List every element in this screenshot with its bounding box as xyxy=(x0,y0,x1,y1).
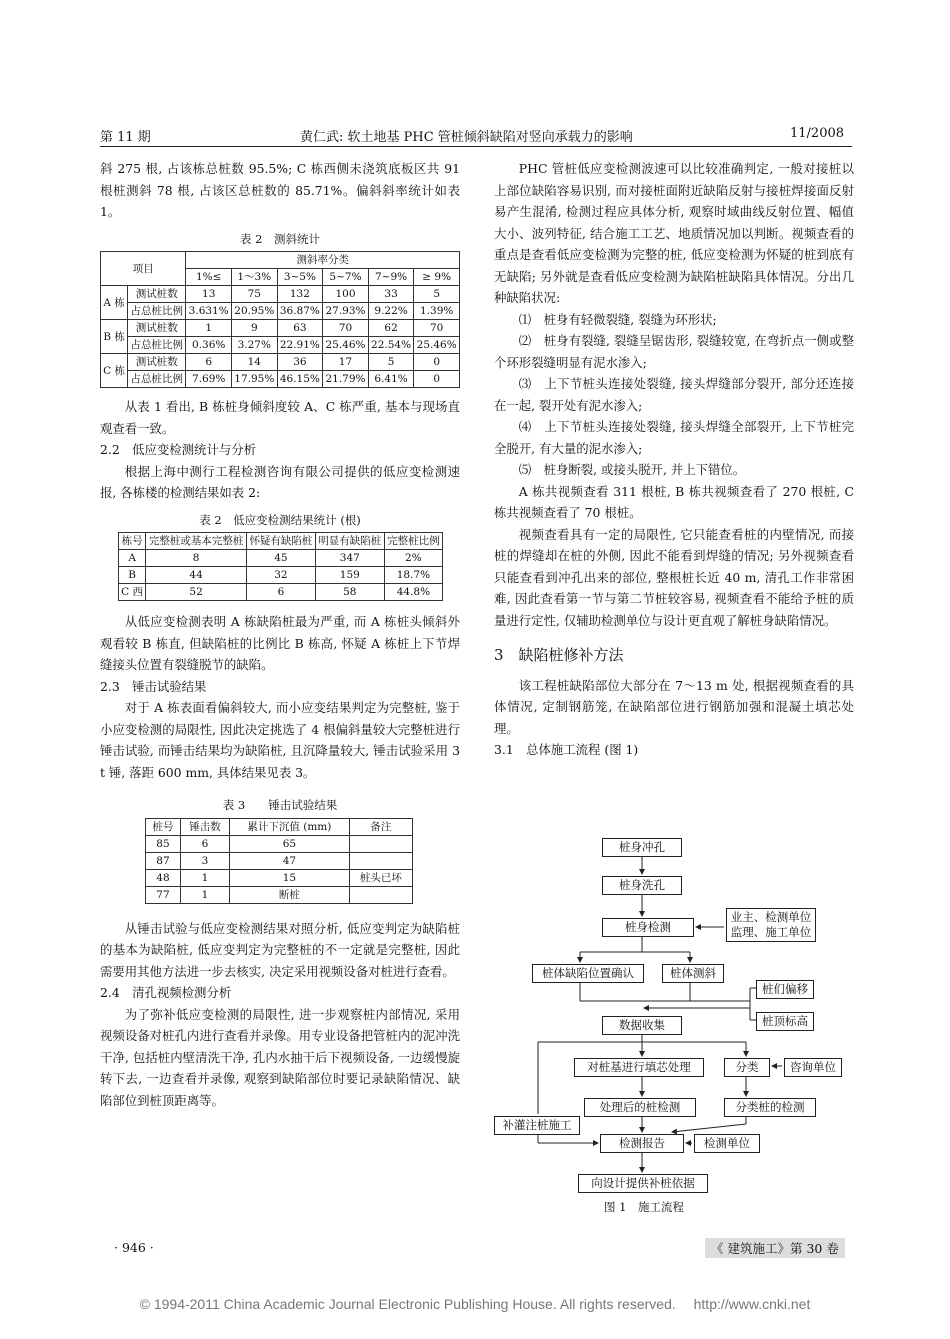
table-cell: 1 xyxy=(180,869,229,886)
list-item: ⑶ 上下节桩头连接处裂缝, 接头焊缝部分裂开, 部分还连接在一起, 裂开处有泥水渗入; xyxy=(494,376,854,413)
copyright-notice: © 1994-2011 China Academic Journal Electronic Publishing House. All rights reserved. http://www.cnki.net xyxy=(139,1296,811,1312)
list-item: ⑷ 上下节桩头连接处裂缝, 接头焊缝全部裂开, 上下节桩完全脱开, 有大量的泥水渗入; xyxy=(494,419,854,456)
table-header: 怀疑有缺陷桩 xyxy=(247,533,316,550)
table-header: 3~5% xyxy=(277,269,323,286)
table3-caption: 表 3 锤击试验结果 xyxy=(222,798,338,812)
paragraph: 为了弥补低应变检测的局限性, 进一步观察桩内部情况, 采用视频设备对桩孔内进行查看并录像。用专业设备把管桩内的泥冲洗干净, 包括桩内壁清洗干净, 孔内水抽干后下视频设备, 一边缓慢旋转下去, 一边查看并录像, 观察到缺陷部位时要记录缺陷情况、缺陷部位到桩顶距离等。 xyxy=(100,1006,460,1108)
table-cell: 9 xyxy=(232,320,278,337)
table-cell: 70 xyxy=(414,320,460,337)
table-cell: 1 xyxy=(180,886,229,903)
table-header: 栋号 xyxy=(119,533,146,550)
page-number: · 946 · xyxy=(114,1240,154,1255)
table-cell: 3.27% xyxy=(232,337,278,354)
table-cell: 22.91% xyxy=(277,337,323,354)
figure1-caption: 图 1 施工流程 xyxy=(604,1200,684,1214)
table-row xyxy=(101,286,460,303)
table-row xyxy=(119,550,443,567)
flow-input-top-elevation: 桩顶标高 xyxy=(756,1012,814,1031)
table-cell: A xyxy=(119,550,146,567)
table-cell: 27.93% xyxy=(323,303,369,320)
table-cell: 45 xyxy=(247,550,316,567)
table-row xyxy=(119,567,443,584)
table-cell: 132 xyxy=(277,286,323,303)
table-cell: 占总桩比例 xyxy=(128,371,186,388)
table2-low-strain xyxy=(118,532,443,601)
table-row xyxy=(101,337,460,354)
section-heading: 3 缺陷桩修补方法 xyxy=(494,646,624,664)
running-title: 黄仁武: 软土地基 PHC 管桩倾斜缺陷对竖向承载力的影响 xyxy=(300,130,633,145)
table-row xyxy=(146,835,413,852)
section-heading: 2.4 清孔视频检测分析 xyxy=(100,985,232,1000)
table-cell: 5 xyxy=(368,354,414,371)
flow-step-core-filling: 对桩基进行填芯处理 xyxy=(574,1058,704,1077)
flow-step-inspect: 桩身检测 xyxy=(602,918,694,937)
table-cell: 65 xyxy=(230,835,350,852)
paragraph: 从表 1 看出, B 栋桩身倾斜度较 A、C 栋严重, 基本与现场直观查看一致。 xyxy=(100,399,460,436)
table-cell: 0.36% xyxy=(186,337,232,354)
paragraph: 该工程桩缺陷部位大部分在 7～13 m 处, 根据视频查看的具体情况, 定制钢筋笼, 在缺陷部位进行钢筋加强和混凝土填芯处理。 xyxy=(494,677,854,736)
list-item: ⑵ 桩身有裂缝, 裂缝呈锯齿形, 裂缝较宽, 在弯折点一侧或整个环形裂缝明显有泥水渗入; xyxy=(494,333,854,370)
table-cell: 1 xyxy=(186,320,232,337)
table-cell: 85 xyxy=(146,835,181,852)
table-cell: 0 xyxy=(414,371,460,388)
paragraph: PHC 管桩低应变检测波速可以比较准确判定, 一般对接桩以上部位缺陷容易识别, 而对接桩面附近缺陷反射与接桩焊接面反射易产生混淆, 检测过程应具体分析, 观察时域曲线反射位置、幅值大小、波列特征, 结合施工工艺、地质情况加以判断。视频查看的重点是查看低应变检测为完整的桩, 低应变检测为怀疑的桩到底有无缺陷; 另外就是查看低应变检测为缺陷桩缺陷具体情况。分出几种缺陷状况: xyxy=(494,161,854,305)
table-header: 备注 xyxy=(349,818,412,835)
table-header: 累计下沉值 (mm) xyxy=(230,818,350,835)
table-header: ≥ 9% xyxy=(414,269,460,286)
table-cell xyxy=(349,835,412,852)
table-cell: 3.631% xyxy=(186,303,232,320)
journal-name: 《 建筑施工》第 30 卷 xyxy=(705,1238,845,1258)
table-cell: 1.39% xyxy=(414,303,460,320)
paragraph: 根据上海中测行工程检测咨询有限公司提供的低应变检测速报, 各栋楼的检测结果如表 2: xyxy=(100,463,460,500)
table-cell: 17.95% xyxy=(232,371,278,388)
list-item: ⑸ 桩身断裂, 或接头脱开, 并上下错位。 xyxy=(518,462,746,477)
issue-date: 11/2008 xyxy=(790,126,845,141)
table-cell: 0 xyxy=(414,354,460,371)
paragraph: 从低应变检测表明 A 栋缺陷桩最为严重, 而 A 栋桩头倾斜外观看较 B 栋直, 但缺陷桩的比例比 B 栋高, 怀疑 A 栋桩上下节焊缝接头位置有裂缝脱节的缺陷。 xyxy=(100,614,460,672)
table-header: 锤击数 xyxy=(180,818,229,835)
table-cell: 44 xyxy=(146,567,247,584)
flow-consultant: 咨询单位 xyxy=(784,1058,842,1077)
table-cell: C 栋 xyxy=(101,354,128,388)
flow-stakeholders: 业主、检测单位 监理、施工单位 xyxy=(726,908,816,942)
table-cell: 测试桩数 xyxy=(128,320,186,337)
table-cell: 5 xyxy=(414,286,460,303)
table-header: 项目 xyxy=(101,252,186,286)
table-header: 桩号 xyxy=(146,818,181,835)
table-header: 测斜率分类 xyxy=(186,252,460,269)
table-cell: 44.8% xyxy=(384,584,442,601)
table-cell: C 西 xyxy=(119,584,146,601)
table-cell: 36.87% xyxy=(277,303,323,320)
table-header: 7~9% xyxy=(368,269,414,286)
table-row xyxy=(146,852,413,869)
table-cell: 占总桩比例 xyxy=(128,303,186,320)
flow-step-inclination: 桩体测斜 xyxy=(662,964,724,983)
table-cell: B xyxy=(119,567,146,584)
table-cell: 25.46% xyxy=(323,337,369,354)
table-cell: 9.22% xyxy=(368,303,414,320)
table-cell: 17 xyxy=(323,354,369,371)
flow-step-wash: 桩身洗孔 xyxy=(602,876,682,895)
issue-number: 第 11 期 xyxy=(100,130,151,145)
table-cell: 13 xyxy=(186,286,232,303)
table-cell: 6 xyxy=(180,835,229,852)
table-cell: 347 xyxy=(315,550,384,567)
section-heading: 3.1 总体施工流程 (图 1) xyxy=(494,742,639,757)
table-cell: 100 xyxy=(323,286,369,303)
table-header: 完整桩比例 xyxy=(384,533,442,550)
header-rule xyxy=(100,146,852,147)
table-cell: 桩头已坏 xyxy=(349,869,412,886)
table-cell: 占总桩比例 xyxy=(128,337,186,354)
table-cell: 测试桩数 xyxy=(128,286,186,303)
table-row xyxy=(146,886,413,903)
table-header: 5~7% xyxy=(323,269,369,286)
table-cell: A 栋 xyxy=(101,286,128,320)
table-cell: 48 xyxy=(146,869,181,886)
section-heading: 2.2 低应变检测统计与分析 xyxy=(100,442,257,457)
table-cell xyxy=(349,886,412,903)
flow-step-data-collection: 数据收集 xyxy=(602,1016,682,1035)
left-column xyxy=(100,158,460,1111)
table-cell: 7.69% xyxy=(186,371,232,388)
table-cell: 70 xyxy=(323,320,369,337)
table-header: 完整桩或基本完整桩 xyxy=(146,533,247,550)
table-cell: 14 xyxy=(232,354,278,371)
table-cell: 32 xyxy=(247,567,316,584)
table-row xyxy=(101,320,460,337)
table-cell: 159 xyxy=(315,567,384,584)
table-cell: B 栋 xyxy=(101,320,128,354)
table-cell: 20.95% xyxy=(232,303,278,320)
table3-hammer-test xyxy=(145,818,413,904)
table-header: 明显有缺陷桩 xyxy=(315,533,384,550)
table-cell: 62 xyxy=(368,320,414,337)
table-cell xyxy=(349,852,412,869)
list-item: ⑴ 桩身有轻微裂缝, 裂缝为环形状; xyxy=(518,311,717,327)
construction-flowchart xyxy=(494,836,864,1216)
table-cell: 63 xyxy=(277,320,323,337)
table-cell: 2% xyxy=(384,550,442,567)
table-header: 1～3% xyxy=(232,269,278,286)
table-cell: 15 xyxy=(230,869,350,886)
table-cell: 87 xyxy=(146,852,181,869)
table-row xyxy=(119,584,443,601)
flow-step-locate-defect: 桩体缺陷位置确认 xyxy=(532,964,644,983)
flow-testing-agency: 检测单位 xyxy=(694,1134,760,1153)
flow-step-design-basis: 向设计提供补桩依据 xyxy=(578,1174,708,1193)
section-heading: 2.3 锤击试验结果 xyxy=(100,678,207,694)
table-cell: 18.7% xyxy=(384,567,442,584)
paragraph: A 栋共视频查看 311 根桩, B 栋共视频查看了 270 根桩, C 栋共视频查看了 70 根桩。 xyxy=(494,483,854,520)
table-cell: 36 xyxy=(277,354,323,371)
table-cell: 6 xyxy=(186,354,232,371)
flow-step-classify: 分类 xyxy=(724,1058,770,1077)
table-row xyxy=(101,303,460,320)
flow-step-supplementary-pile: 补灌注桩施工 xyxy=(494,1116,580,1135)
table-cell: 58 xyxy=(315,584,384,601)
table-cell: 6 xyxy=(247,584,316,601)
flow-step-flush: 桩身冲孔 xyxy=(602,838,682,857)
paragraph: 视频查看具有一定的局限性, 它只能查看桩的内壁情况, 而接桩的焊缝却在桩的外侧, 因此不能看到焊缝的情况; 另外视频查看只能查看到冲孔出来的部位, 整根桩长近 40 m, 清孔工作非常困难, 因此查看第一节与第二节桩较容易, 视频查看不能给予桩的质量进行定性, 仅辅助检测单位与设计更直观了解桩身缺陷情况。 xyxy=(494,526,854,628)
table-cell: 47 xyxy=(230,852,350,869)
flow-step-post-treatment-test: 处理后的桩检测 xyxy=(584,1098,696,1117)
right-column xyxy=(494,158,854,761)
table-cell: 断桩 xyxy=(230,886,350,903)
flow-step-classified-test: 分类桩的检测 xyxy=(724,1098,816,1117)
table1-caption: 表 2 测斜统计 xyxy=(240,231,320,246)
table-cell: 21.79% xyxy=(323,371,369,388)
table-cell: 75 xyxy=(232,286,278,303)
table-header: 1%≤ xyxy=(186,269,232,286)
flow-input-offset: 桩们偏移 xyxy=(756,980,814,999)
table-cell: 52 xyxy=(146,584,247,601)
table-cell: 25.46% xyxy=(414,337,460,354)
table-cell: 测试桩数 xyxy=(128,354,186,371)
table-cell: 33 xyxy=(368,286,414,303)
table2-caption: 表 2 低应变检测结果统计 (根) xyxy=(199,512,361,527)
table-cell: 77 xyxy=(146,886,181,903)
table-row xyxy=(101,354,460,371)
table-cell: 46.15% xyxy=(277,371,323,388)
paragraph: 对于 A 栋表面看偏斜较大, 而小应变结果判定为完整桩, 鉴于小应变检测的局限性, 因此决定挑选了 4 根偏斜量较大完整桩进行锤击试验, 而锤击结果均为缺陷桩, 且沉降量较大, 锤击试验采用 3 t 锤, 落距 600 mm, 具体结果见表 3。 xyxy=(100,700,460,780)
table-row xyxy=(146,869,413,886)
table-cell: 6.41% xyxy=(368,371,414,388)
table-cell: 3 xyxy=(180,852,229,869)
flow-step-test-report: 检测报告 xyxy=(600,1134,684,1153)
paragraph: 从锤击试验与低应变检测结果对照分析, 低应变判定为缺陷桩的基本为缺陷桩, 低应变判定为完整桩的不一定就是完整桩, 因此需要用其他方法进一步去核实, 决定采用视频设备对桩进行查看。 xyxy=(100,920,460,979)
table-row xyxy=(101,371,460,388)
paragraph: 斜 275 根, 占该栋总桩数 95.5%; C 栋西侧未浇筑底板区共 91 根桩测斜 78 根, 占该区总桩数的 85.71%。偏斜斜率统计如表 1。 xyxy=(100,161,460,219)
table-cell: 22.54% xyxy=(368,337,414,354)
table-cell: 8 xyxy=(146,550,247,567)
table1-inclination xyxy=(100,251,460,388)
